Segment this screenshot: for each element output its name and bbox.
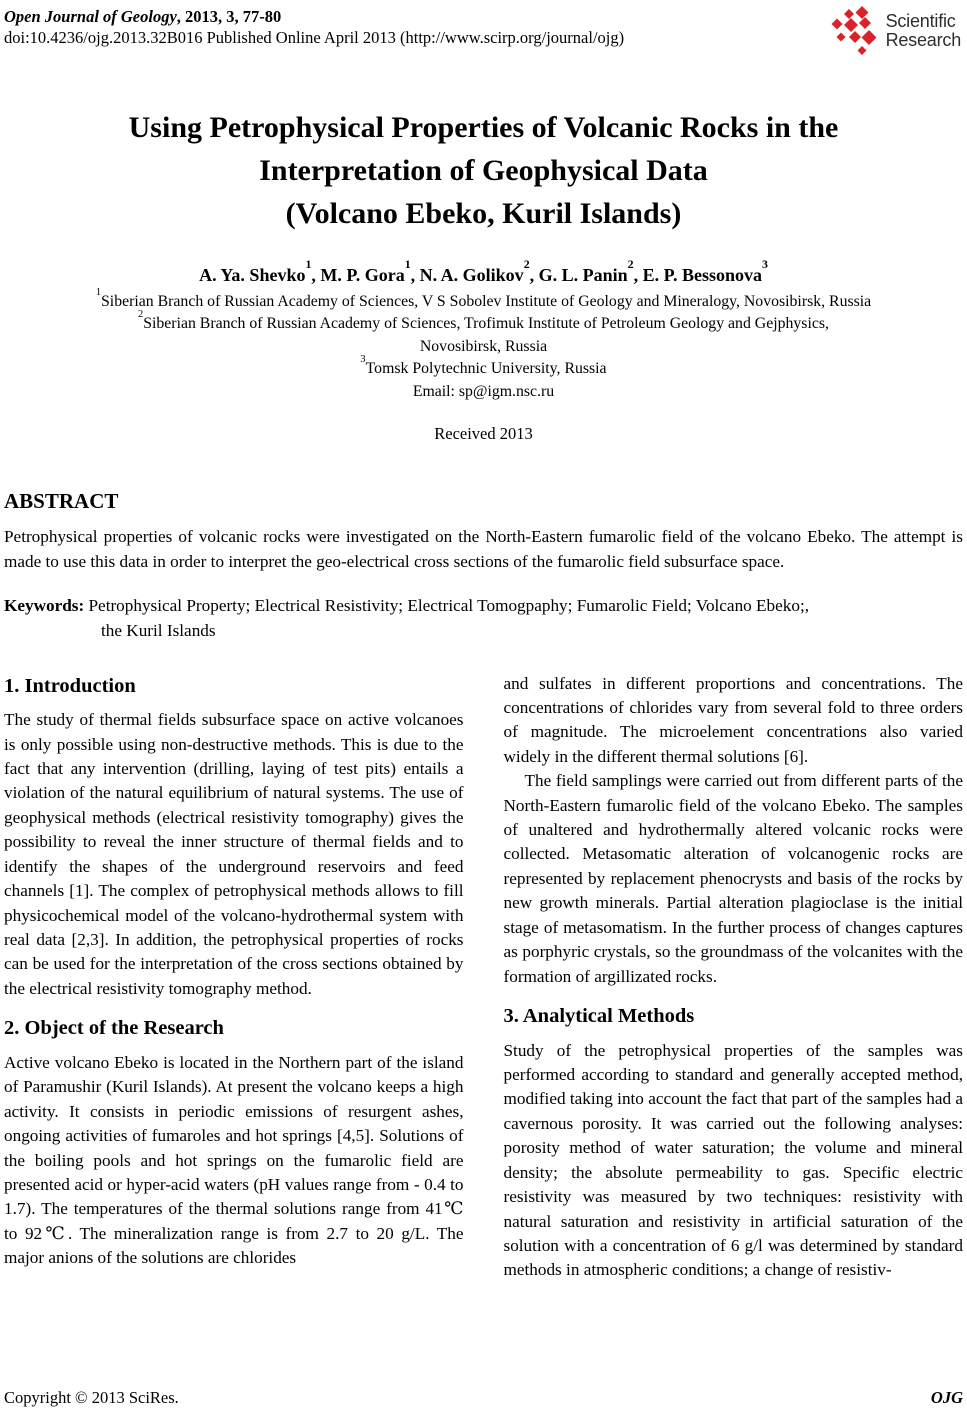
affiliation-line: $^2$Siberian Branch of Russian Academy of Sciences, Trofimuk Institute of Petroleum Geology and Gejphysics, xyxy=(138,309,829,333)
author: A. Ya. Shevko$^1$ xyxy=(199,257,312,285)
affiliations xyxy=(4,286,963,381)
received-line: Received 2013 xyxy=(434,424,533,444)
paragraph: Active volcano Ebeko is located in the Northern part of the island of Paramushir (Kuril Islands). At present the volcano keeps a high activity. It consists in periodic emissions of resurgent ashes, ongoing activities of fumaroles and hot springs [4,5]. Solutions of the boiling pools and hot springs on the fumarolic field are presented acid or hyper-acid waters (pH values range from - 0.4 to 1.7). The temperatures of the thermal solutions range from 41℃ to 92℃. The mineralization range is from 2.7 to 20 g/L. The major anions of the solutions are chlorides xyxy=(4,1052,464,1268)
author: G. L. Panin$^2$ xyxy=(538,257,634,285)
column-right xyxy=(504,672,964,1283)
paragraph: and sulfates in different proportions and concentrations. The concentrations of chlorides vary from several fold to three orders of magnitude. The microelement concentrations also varied widely in the different thermal solutions [6]. xyxy=(503,673,963,766)
journal-info xyxy=(4,6,624,48)
column-left xyxy=(4,672,464,1283)
abstract-heading: ABSTRACT xyxy=(4,489,119,514)
paper-title-line3: (Volcano Ebeko, Kuril Islands) xyxy=(285,197,682,231)
journal-citation-line xyxy=(4,6,624,27)
keywords-label: Keywords: xyxy=(4,596,85,616)
authors-line: A. Ya. Shevko$^1$, M. P. Gora$^1$, N. A. Golikov$^2$, G. L. Panin$^2$, E. P. Bessonova$^3$ xyxy=(199,257,768,285)
author: M. P. Gora$^1$ xyxy=(320,257,411,285)
paper-title-line2: Interpretation of Geophysical Data xyxy=(259,154,708,188)
affiliation-line: $^3$Tomsk Polytechnic University, Russia xyxy=(360,354,607,378)
section-heading: 2. Object of the Research xyxy=(4,1017,224,1040)
page-footer xyxy=(4,1388,963,1408)
keywords-line xyxy=(4,593,963,643)
keywords-text-line2: the Kuril Islands xyxy=(101,621,216,641)
logo-text-line2: Research xyxy=(885,30,961,50)
footer-journal-abbr: OJG xyxy=(930,1388,963,1407)
keywords-text-line1: Petrophysical Property; Electrical Resistivity; Electrical Tomogpaphy; Fumarolic Field; Volcano Ebeko;, xyxy=(88,596,810,616)
red-diamonds-icon xyxy=(829,6,881,56)
journal-name: Open Journal of Geology xyxy=(4,7,177,26)
paper-title-line1: Using Petrophysical Properties of Volcanic Rocks in the xyxy=(128,111,839,144)
paragraph: Study of the petrophysical properties of the samples was performed according to standard and generally accepted method, modified taking into account the fact that part of the samples had a cavernous porosity. It was carried out the following analyses: porosity method of water saturation; the volume and mineral density; the absolute permeability to gas. Specific electric resistivity was measured by two techniques: resistivity with natural saturation and resistivity in artificial saturation of the solution with a concentration of 6 g/l was determined by standard methods in atmospheric conditions; a change of resistiv- xyxy=(503,1040,963,1280)
logo-text xyxy=(886,12,961,51)
body-columns xyxy=(4,672,963,1283)
paragraph: The field samplings were carried out from different parts of the North-Eastern fumarolic field of the volcano Ebeko. The samples of unaltered and hydrothermally altered volcanic rocks were collected. Metasomatic alteration of volcanogenic rocks are represented by replacement phenocrysts and basis of the rocks by new growth minerals. Partial alteration plagioclase is the initial stage of metasomatism. In the further process of changes captures as porphyric crystals, so the groundmass of the volcanites with the formation of argillizated rocks. xyxy=(503,771,963,986)
section-heading: 3. Analytical Methods xyxy=(503,1005,695,1027)
author: E. P. Bessonova$^3$ xyxy=(642,257,768,285)
paper-title xyxy=(4,106,963,236)
logo-text-line1: Scientific xyxy=(885,10,956,31)
email-line: Email: sp@igm.nsc.ru xyxy=(412,382,555,400)
scientific-research-logo xyxy=(829,6,961,56)
section-heading: 1. Introduction xyxy=(4,674,136,697)
abstract-text: Petrophysical properties of volcanic rocks were investigated on the North-Eastern fumarolic field of the volcano Ebeko. The attempt is made to use this data in order to interpret the geo-electrical cross sections of the fumarolic field subsurface space. xyxy=(4,527,963,571)
paragraph: The study of thermal fields subsurface space on active volcanoes is only possible using non-destructive methods. This is due to the fact that any intervention (drilling, laying of test pits) entails a violation of the natural equilibrium of natural systems. The use of geophysical methods (electrical resistivity tomography) gives the possibility to reveal the inner structure of thermal fields and to identify the shapes of the underground reservoirs and feed channels [1]. The complex of petrophysical methods allows to fill physicochemical model of the volcano-hydrothermal system with real data [2,3]. In addition, the petrophysical properties of rocks can be used for the interpretation of the cross sections obtained by the electrical resistivity tomography method. xyxy=(4,710,464,998)
affiliation-line: $^1$Siberian Branch of Russian Academy of Sciences, V S Sobolev Institute of Geology and Mineralogy, Novosibirsk, Russia xyxy=(95,286,872,310)
journal-issue: , 2013, 3, 77-80 xyxy=(176,7,282,26)
affiliation-line: Novosibirsk, Russia xyxy=(419,337,548,355)
footer-copyright: Copyright © 2013 SciRes. xyxy=(4,1388,179,1407)
author: N. A. Golikov$^2$ xyxy=(419,257,530,285)
page-header xyxy=(4,6,963,56)
doi-line: doi:10.4236/ojg.2013.32B016 Published Online April 2013 (http://www.scirp.org/journal/ojg) xyxy=(4,28,625,48)
